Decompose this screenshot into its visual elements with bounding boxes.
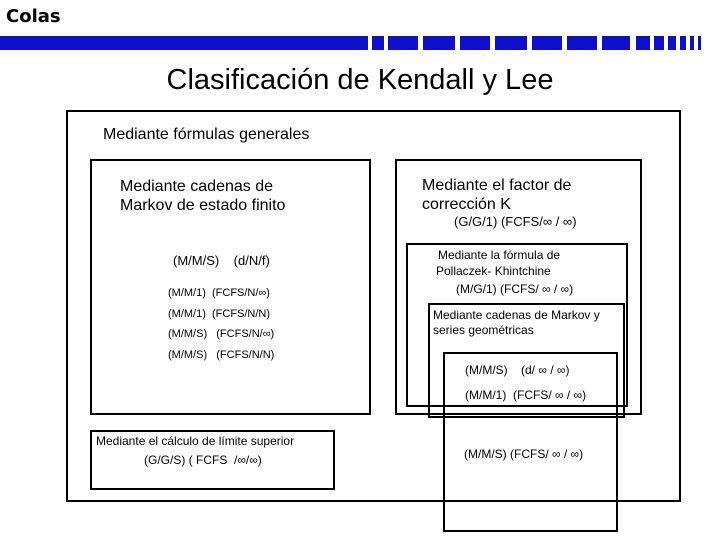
pollaczek-model: (M/G/1) (FCFS/ ∞ / ∞): [456, 282, 574, 296]
markov-model-4: (M/M/S) (FCFS/N/∞): [168, 328, 275, 340]
factor-k-model: (G/G/1) (FCFS/∞ / ∞): [454, 214, 577, 229]
markov-model-2: (M/M/1) (FCFS/N/∞): [168, 287, 270, 299]
factor-k-title: Mediante el factor de corrección K: [422, 177, 572, 213]
markov-finite-title: Mediante cadenas de Markov de estado finito: [120, 178, 286, 214]
mms-box: [443, 352, 618, 532]
general-formulas-label: Mediante fórmulas generales: [103, 126, 310, 143]
markov-model-3: (M/M/1) (FCFS/N/N): [168, 308, 271, 320]
header-stripe: [0, 36, 720, 50]
markov-model-1: (M/M/S) (d/N/f): [173, 253, 270, 268]
section-title: Colas: [6, 6, 61, 27]
geometric-series-title: Mediante cadenas de Markov y series geométricas: [433, 308, 600, 337]
pollaczek-title-line1: Mediante la fórmula de: [438, 248, 561, 262]
series-model-2: (M/M/1) (FCFS/ ∞ / ∞): [465, 388, 587, 402]
series-model-1: (M/M/S) (d/ ∞ / ∞): [465, 363, 570, 377]
markov-model-5: (M/M/S) (FCFS/N/N): [168, 349, 275, 361]
upper-limit-title: Mediante el cálculo de límite superior: [96, 434, 295, 448]
pollaczek-title-line2: Pollaczek- Khintchine: [436, 264, 551, 278]
upper-limit-model: (G/G/S) ( FCFS /∞/∞): [144, 453, 262, 467]
page-title: Clasificación de Kendall y Lee: [166, 64, 554, 96]
mms-model: (M/M/S) (FCFS/ ∞ / ∞): [464, 447, 584, 461]
